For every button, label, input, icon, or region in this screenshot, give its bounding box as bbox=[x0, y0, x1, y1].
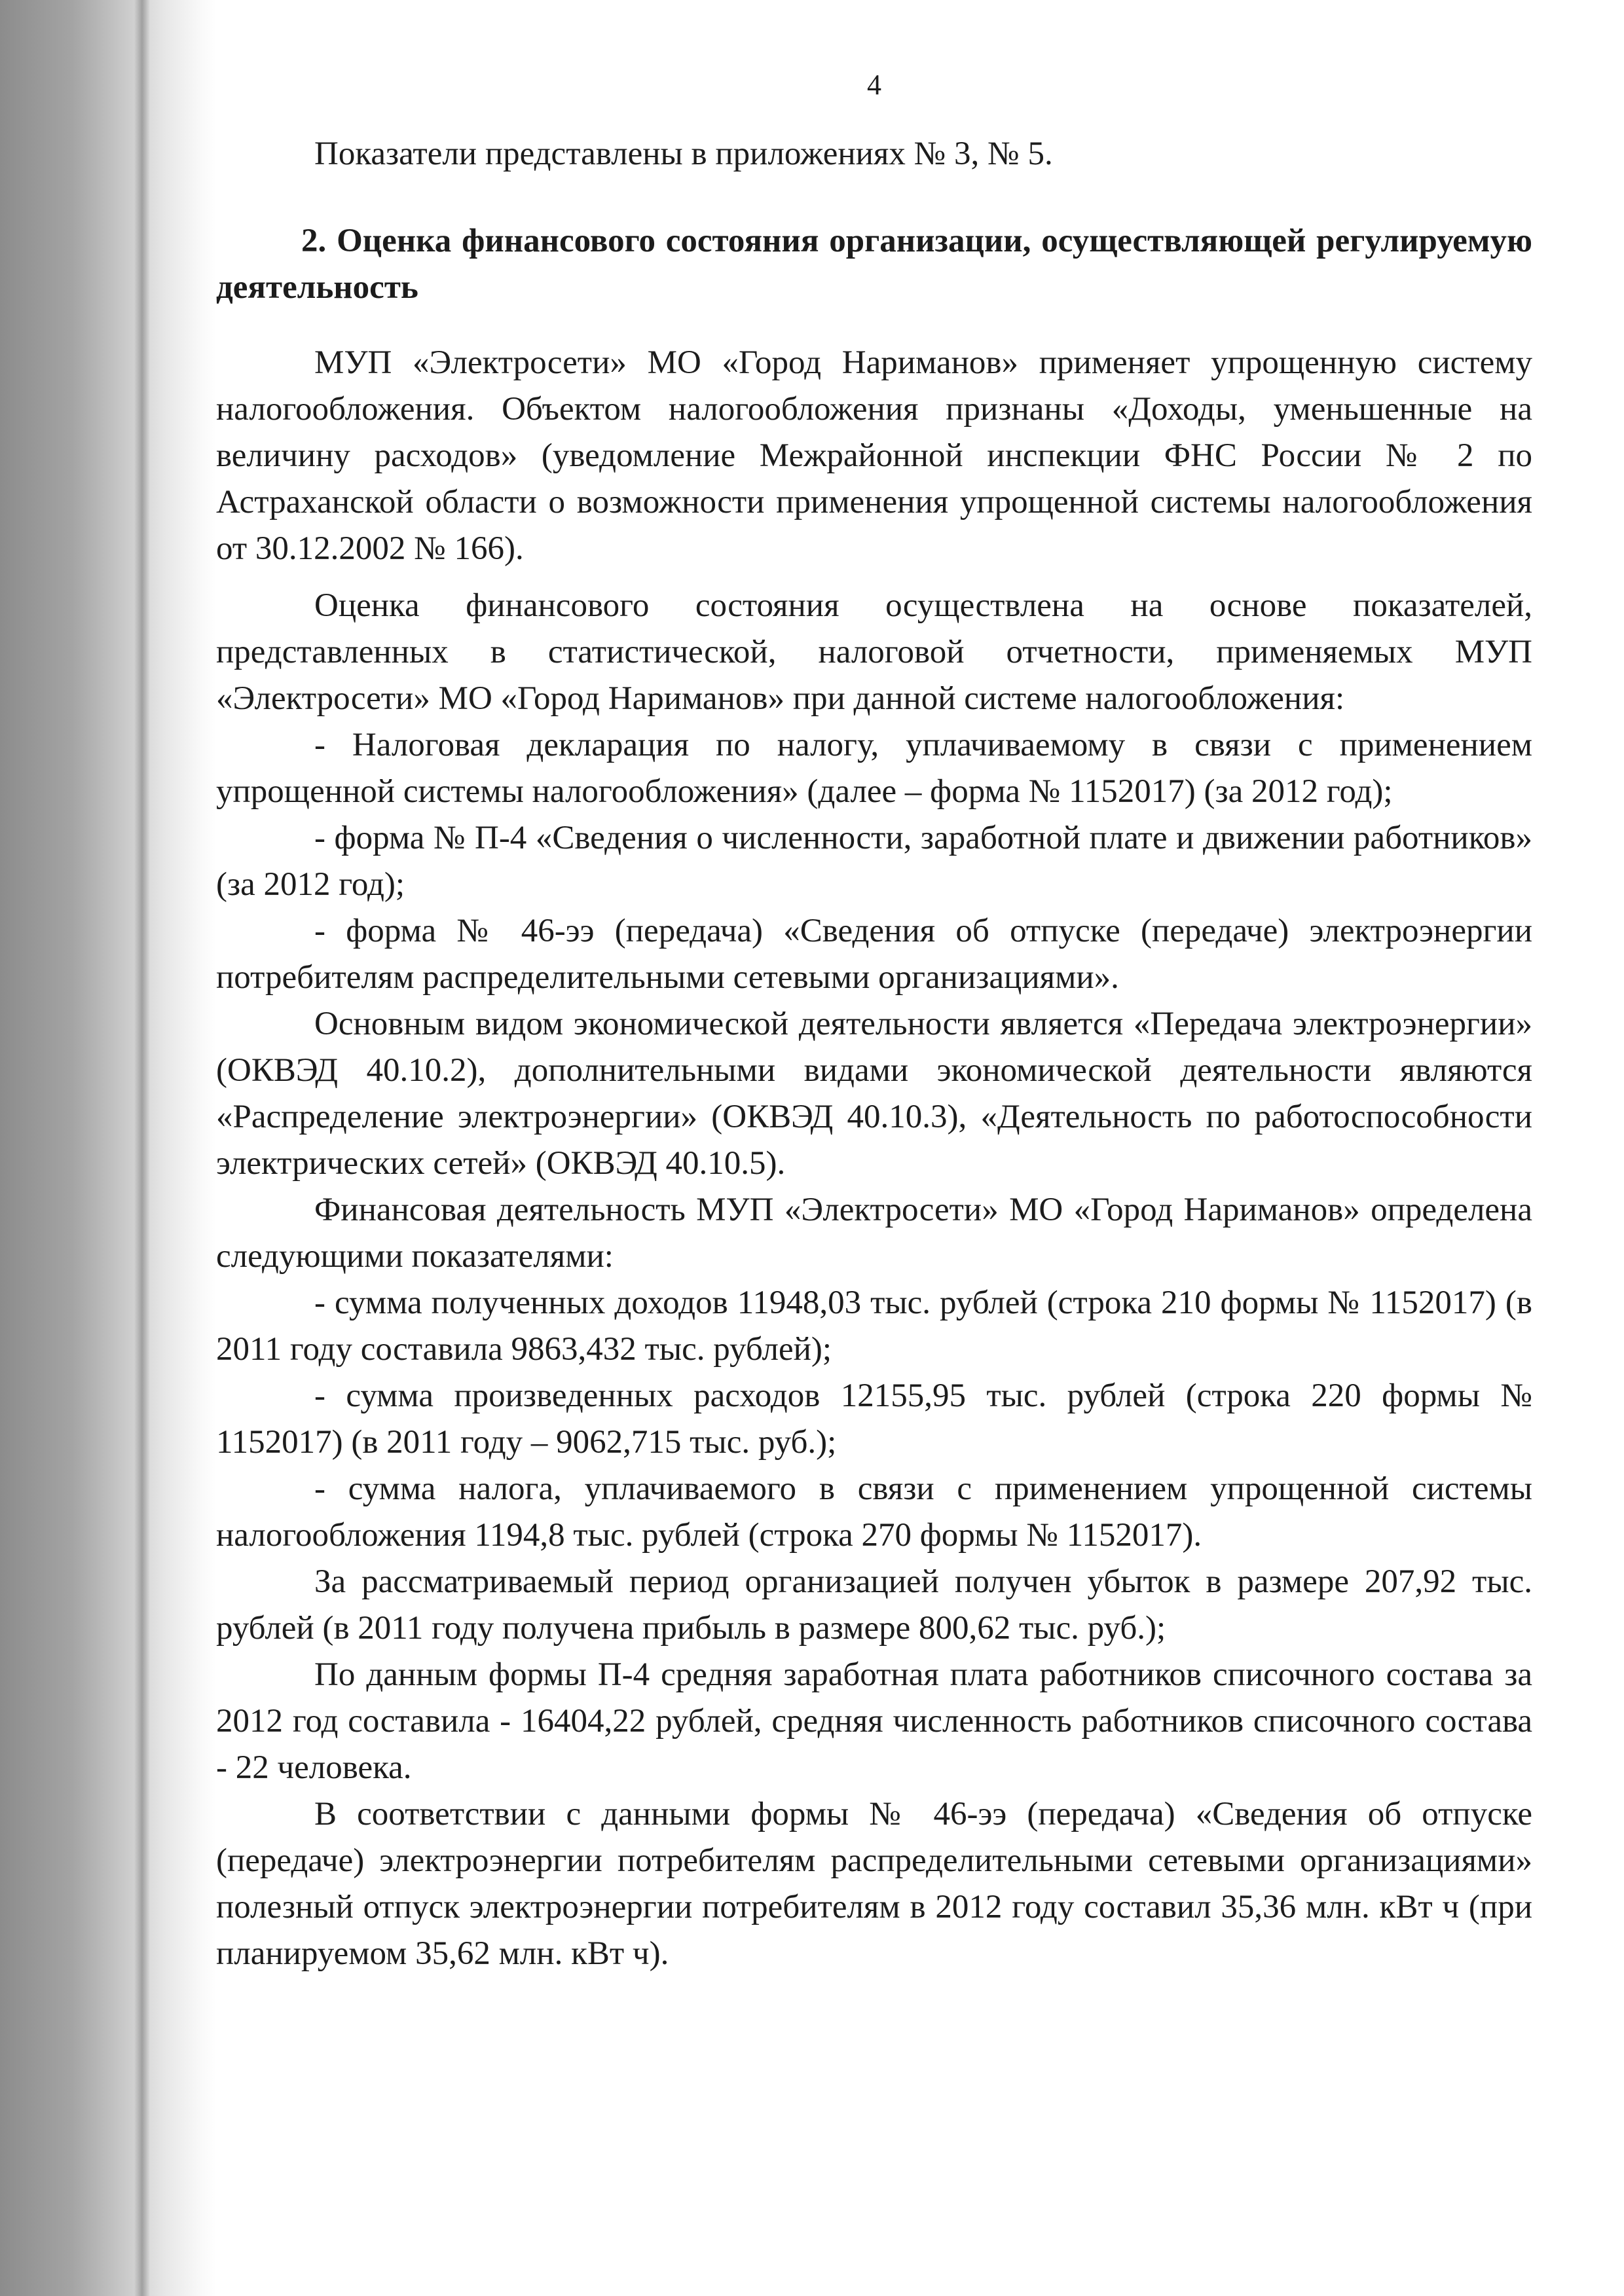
list-item-expenses: - сумма произведенных расходов 12155,95 тыс. рублей (строка 220 формы № 1152017) (в 2011 году – 9062,715 тыс. руб.); bbox=[216, 1377, 1532, 1461]
list-item-declaration: - Налоговая декларация по налогу, уплачиваемому в связи с применением упрощенной системы налогообложения» (далее – форма № 1152017) (за 2012 год); bbox=[216, 727, 1532, 810]
paragraph-salary: По данным формы П-4 средняя заработная плата работников списочного состава за 2012 год составила - 16404,22 рублей, средняя численность работников списочного состава - 22 человека. bbox=[216, 1656, 1532, 1786]
paragraph-activity: Основным видом экономической деятельности является «Передача электроэнергии» (ОКВЭД 40.10.2), дополнительными видами экономической деятельности являются «Распределение электроэнергии» (ОКВЭД 40.10.3), «Деятельность по работоспособности электрических сетей» (ОКВЭД 40.10.5). bbox=[216, 1006, 1532, 1182]
paragraph-supply: В соответствии с данными формы № 46-ээ (передача) «Сведения об отпуске (передаче) электроэнергии потребителям распределительными сетевыми организациями» полезный отпуск электроэнергии потребителям в 2012 году составил 35,36 млн. кВт ч (при планируемом 35,62 млн. кВт ч). bbox=[216, 1796, 1532, 1972]
paragraph-tax-system: МУП «Электросети» МО «Город Нариманов» применяет упрощенную систему налогообложения. Объектом налогообложения признаны «Доходы, уменьшенные на величину расходов» (уведомление Межрайонной инспекции ФНС России № 2 по Астраханской области о возможности применения упрощенной системы налогообложения от 30.12.2002 № 166). bbox=[216, 344, 1532, 567]
paragraph-indicators: Показатели представлены в приложениях № 3, № 5. bbox=[314, 136, 1053, 172]
list-item-form-46ee: - форма № 46-ээ (передача) «Сведения об отпуске (передаче) электроэнергии потребителям распределительными сетевыми организациями». bbox=[216, 913, 1532, 996]
scan-gutter-crease bbox=[134, 0, 150, 2296]
scan-gutter-shadow bbox=[0, 0, 216, 2296]
paragraph-finance: Финансовая деятельность МУП «Электросети» МО «Город Нариманов» определена следующими показателями: bbox=[216, 1192, 1532, 1275]
page-body bbox=[216, 131, 1532, 1977]
page-number: 4 bbox=[867, 69, 881, 101]
list-item-income: - сумма полученных доходов 11948,03 тыс. рублей (строка 210 формы № 1152017) (в 2011 году составила 9863,432 тыс. рублей); bbox=[216, 1285, 1532, 1368]
list-item-form-p4: - форма № П-4 «Сведения о численности, заработной плате и движении работников» (за 2012 год); bbox=[216, 820, 1532, 903]
section-heading: 2. Оценка финансового состояния организации, осуществляющей регулируемую деятельность bbox=[216, 223, 1532, 306]
paragraph-loss: За рассматриваемый период организацией получен убыток в размере 207,92 тыс. рублей (в 2011 году получена прибыль в размере 800,62 тыс. руб.); bbox=[216, 1563, 1532, 1647]
list-item-tax: - сумма налога, уплачиваемого в связи с применением упрощенной системы налогообложения 1194,8 тыс. рублей (строка 270 формы № 1152017). bbox=[216, 1470, 1532, 1554]
paragraph-assessment: Оценка финансового состояния осуществлена на основе показателей, представленных в статистической, налоговой отчетности, применяемых МУП «Электросети» МО «Город Нариманов» при данной системе налогообложения: bbox=[216, 587, 1532, 717]
